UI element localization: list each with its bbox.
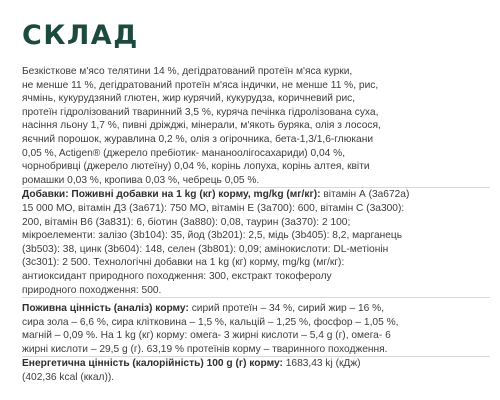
analysis-label: Поживна цінність (аналіз) корму: — [22, 303, 189, 315]
composition-line: Безкісткове м'ясо телятини 14 %, дегідратований протеїн м'яса курки, — [22, 66, 353, 77]
composition-line: протеїн гідролізований тваринний 3,5 %, куряча печінка гідролізована суха, — [22, 106, 379, 118]
analysis-line: магній – 0,09 %. На 1 kg (кг) корму: омега- 3 жирні кислоти – 5,4 g (г), омега- 6 — [22, 330, 391, 342]
energy-line: (402,36 kcal (ккал)). — [22, 372, 115, 384]
analysis-first-rest: сирий протеїн – 34 %, сирий жир – 16 %, — [188, 303, 385, 315]
additives-line: природного походження: 500. — [22, 284, 162, 296]
additives-line: 200, вітамін В6 (3a831): 6, біотин (3a880): 0,08, таурин (3a370): 2 100; — [22, 216, 351, 228]
additives-first-line — [22, 188, 490, 202]
composition-text — [22, 65, 490, 188]
additives-first-rest: вітамін А (3а672а) — [320, 189, 410, 201]
composition-line: ромашки 0,03 %, кропива 0,03 %, чебрець 0,05 %. — [22, 174, 260, 186]
additives-line: (3b503): 38, цинк (3b604): 148, селен (3b801): 0,09; амінокислоти: DL-метіонін — [22, 243, 389, 255]
additives-label: Добавки: Поживні добавки на 1 kg (кг) корму, mg/kg (мг/кг): — [22, 189, 321, 201]
composition-line: яєчний порошок, журавлина 0,2 %, олія з огірочника, бета-1,3/1,6-глюкани — [22, 133, 374, 145]
composition-line: чорнобривці (джерело лютеїну) 0,04 %, корінь лопуха, корінь алтея, квіти — [22, 161, 370, 173]
additives-line: (3c301): 2 500. Технологічні добавки на 1 kg (кг) корму, mg/kg (мг/кг): — [22, 257, 345, 269]
page-title: СКЛАД — [22, 20, 139, 51]
additives-line: 15 000 МО, вітамін Д3 (3a671): 750 МО, вітамін Е (3a700): 600, вітамін С (3a300): — [22, 202, 405, 214]
energy-first-line — [22, 357, 490, 371]
composition-line: 0,05 %, Actigen® (джерело пребіотик- мананоолігосахариди) 0,04 %, — [22, 147, 346, 159]
analysis-first-line — [22, 302, 490, 316]
analysis-line: сира зола – 6,6 %, сира клітковина – 1,5 %, кальцій – 1,25 %, фосфор – 1,05 %, — [22, 316, 399, 328]
composition-line: ячмінь, кукурудзяний глютен, жир курячий, кукурудза, коричневий рис, — [22, 93, 356, 105]
energy-first-rest: 1683,43 kj (кДж) — [282, 358, 361, 370]
ingredients-panel — [22, 20, 490, 385]
analysis-text — [22, 302, 490, 357]
composition-line: насіння льону 1,7 %, пивні дріжджі, мінерали, м'якоть буряка, олія з лосося, — [22, 120, 381, 132]
additives-line: антиоксидант природного походження: 300, екстракт токоферолу — [22, 270, 332, 282]
composition-line: не менше 11 %, дегідратований протеїн м'яса індички, не менше 11 %, рис, — [22, 79, 379, 91]
additives-text — [22, 188, 490, 298]
energy-label: Енергетична цінність (калорійність) 100 g (г) корму: — [22, 358, 283, 370]
analysis-line: жирні кислоти – 29,5 g (г). 63,19 % протеїнів корму – тваринного походження. — [22, 343, 388, 355]
energy-text — [22, 357, 490, 384]
additives-line: мікроелементи: залізо (3b104): 35, йод (3b201): 2,5, мідь (3b405): 8,2, марганець — [22, 230, 403, 242]
